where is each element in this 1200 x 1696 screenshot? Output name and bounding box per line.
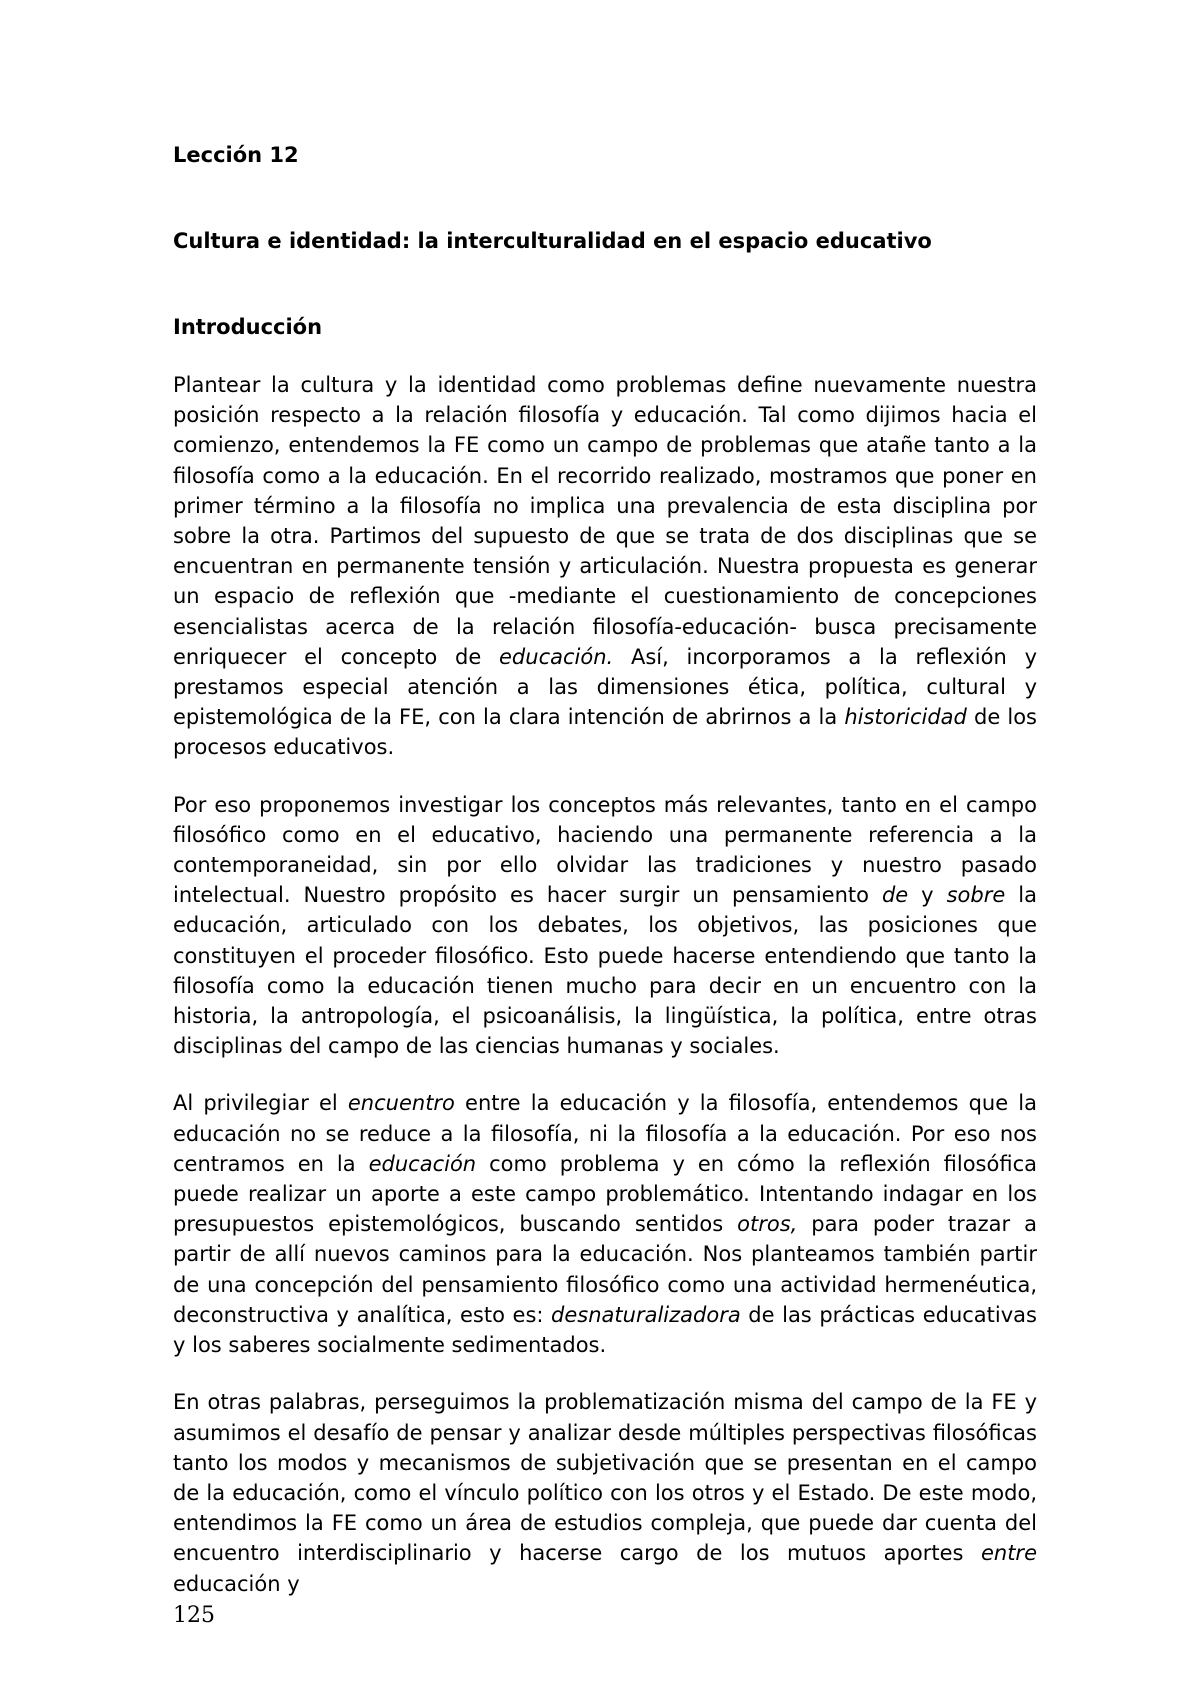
paragraph [173,370,1037,763]
paragraph [173,790,1037,1062]
paragraph-text: Así, incorporamos a la reflexión y prestamos especial atención a las dimensiones ética, política, cultural y epistemológica de la FE, con la clara intención de abrirnos a la [173,644,1037,730]
italic-text: educación [368,1151,477,1176]
paragraph-text: educación y [173,1571,300,1596]
page-content [173,140,1037,1599]
paragraph-text: de los procesos educativos. [173,705,1037,760]
section-heading: Introducción [173,315,323,339]
paragraph-text: y [908,883,947,908]
paragraph-text: entre la educación y la filosofía, entendemos que la educación no se reduce a la filosofía, ni la filosofía a la educación. Por eso nos centramos en la [173,1091,1038,1176]
italic-text: de [881,883,909,908]
lesson-label: Lección 12 [173,143,299,167]
italic-text: historicidad [844,705,967,730]
paragraph-text: En otras palabras, perseguimos la problematización misma del campo de la FE y asumimos el desafío de pensar y analizar desde múltiples perspectivas filosóficas tanto los modos y mecanismos de subjetivación que se presentan en el campo de la educación, como el vínculo político con los otros y el Estado. De este modo, entendimos la FE como un área de estudios compleja, que puede dar cuenta del encuentro interdisciplinario y hacerse cargo de los mutuos aportes [173,1390,1037,1566]
italic-text: encuentro [347,1091,455,1116]
lesson-title: Cultura e identidad: la interculturalidad en el espacio educativo [173,229,932,253]
paragraph-text: Plantear la cultura y la identidad como problemas define nuevamente nuestra posición respecto a la relación filosofía y educación. Tal como dijimos hacia el comienzo, entendemos la FE como un campo de problemas que atañe tanto a la filosofía como a la educación. En el recorrido realizado, mostramos que poner en primer término a la filosofía no implica una prevalencia de esta disciplina por sobre la otra. Partimos del supuesto de que se trata de dos disciplinas que se encuentran en permanente tensión y articulación. Nuestra propuesta es generar un espacio de reflexión que -mediante el cuestionamiento de concepciones esencialistas acerca de la relación filosofía-educación- busca precisamente enriquecer el concepto de [173,373,1037,669]
page-number: 125 [173,1603,215,1628]
paragraph-text: Por eso proponemos investigar los conceptos más relevantes, tanto en el campo filosófico como en el educativo, haciendo una permanente referencia a la contemporaneidad, sin por ello olvidar las tradiciones y nuestro pasado intelectual. Nuestro propósito es hacer surgir un pensamiento [173,792,1037,908]
paragraph-text: la educación, articulado con los debates, los objetivos, las posiciones que constituyen el proceder filosófico. Esto puede hacerse entendiendo que tanto la filosofía como la educación tienen mucho para decir en un encuentro con la historia, la antropología, el psicoanálisis, la lingüística, la política, entre otras disciplinas del campo de las ciencias humanas y sociales. [173,883,1037,1059]
italic-text: sobre [946,883,1006,908]
paragraph [173,1387,1037,1598]
paragraph [173,1088,1037,1360]
paragraph-text: para poder trazar a partir de allí nuevos caminos para la educación. Nos planteamos también partir de una concepción del pensamiento filosófico como una actividad hermenéutica, deconstructiva y analítica, esto es: [173,1212,1037,1327]
italic-text: entre [980,1541,1037,1566]
italic-text: desnaturalizadora [551,1302,741,1327]
italic-text: otros, [737,1212,798,1237]
paragraph-text: de las prácticas educativas y los saberes socialmente sedimentados. [173,1302,1037,1358]
italic-text: educación. [499,644,614,669]
paragraph-text: Al privilegiar el [173,1091,348,1116]
paragraph-text: como problema y en cómo la reflexión filosófica puede realizar un aporte a este campo problemático. Intentando indagar en los presupuestos epistemológicos, buscando sentidos [173,1151,1037,1237]
